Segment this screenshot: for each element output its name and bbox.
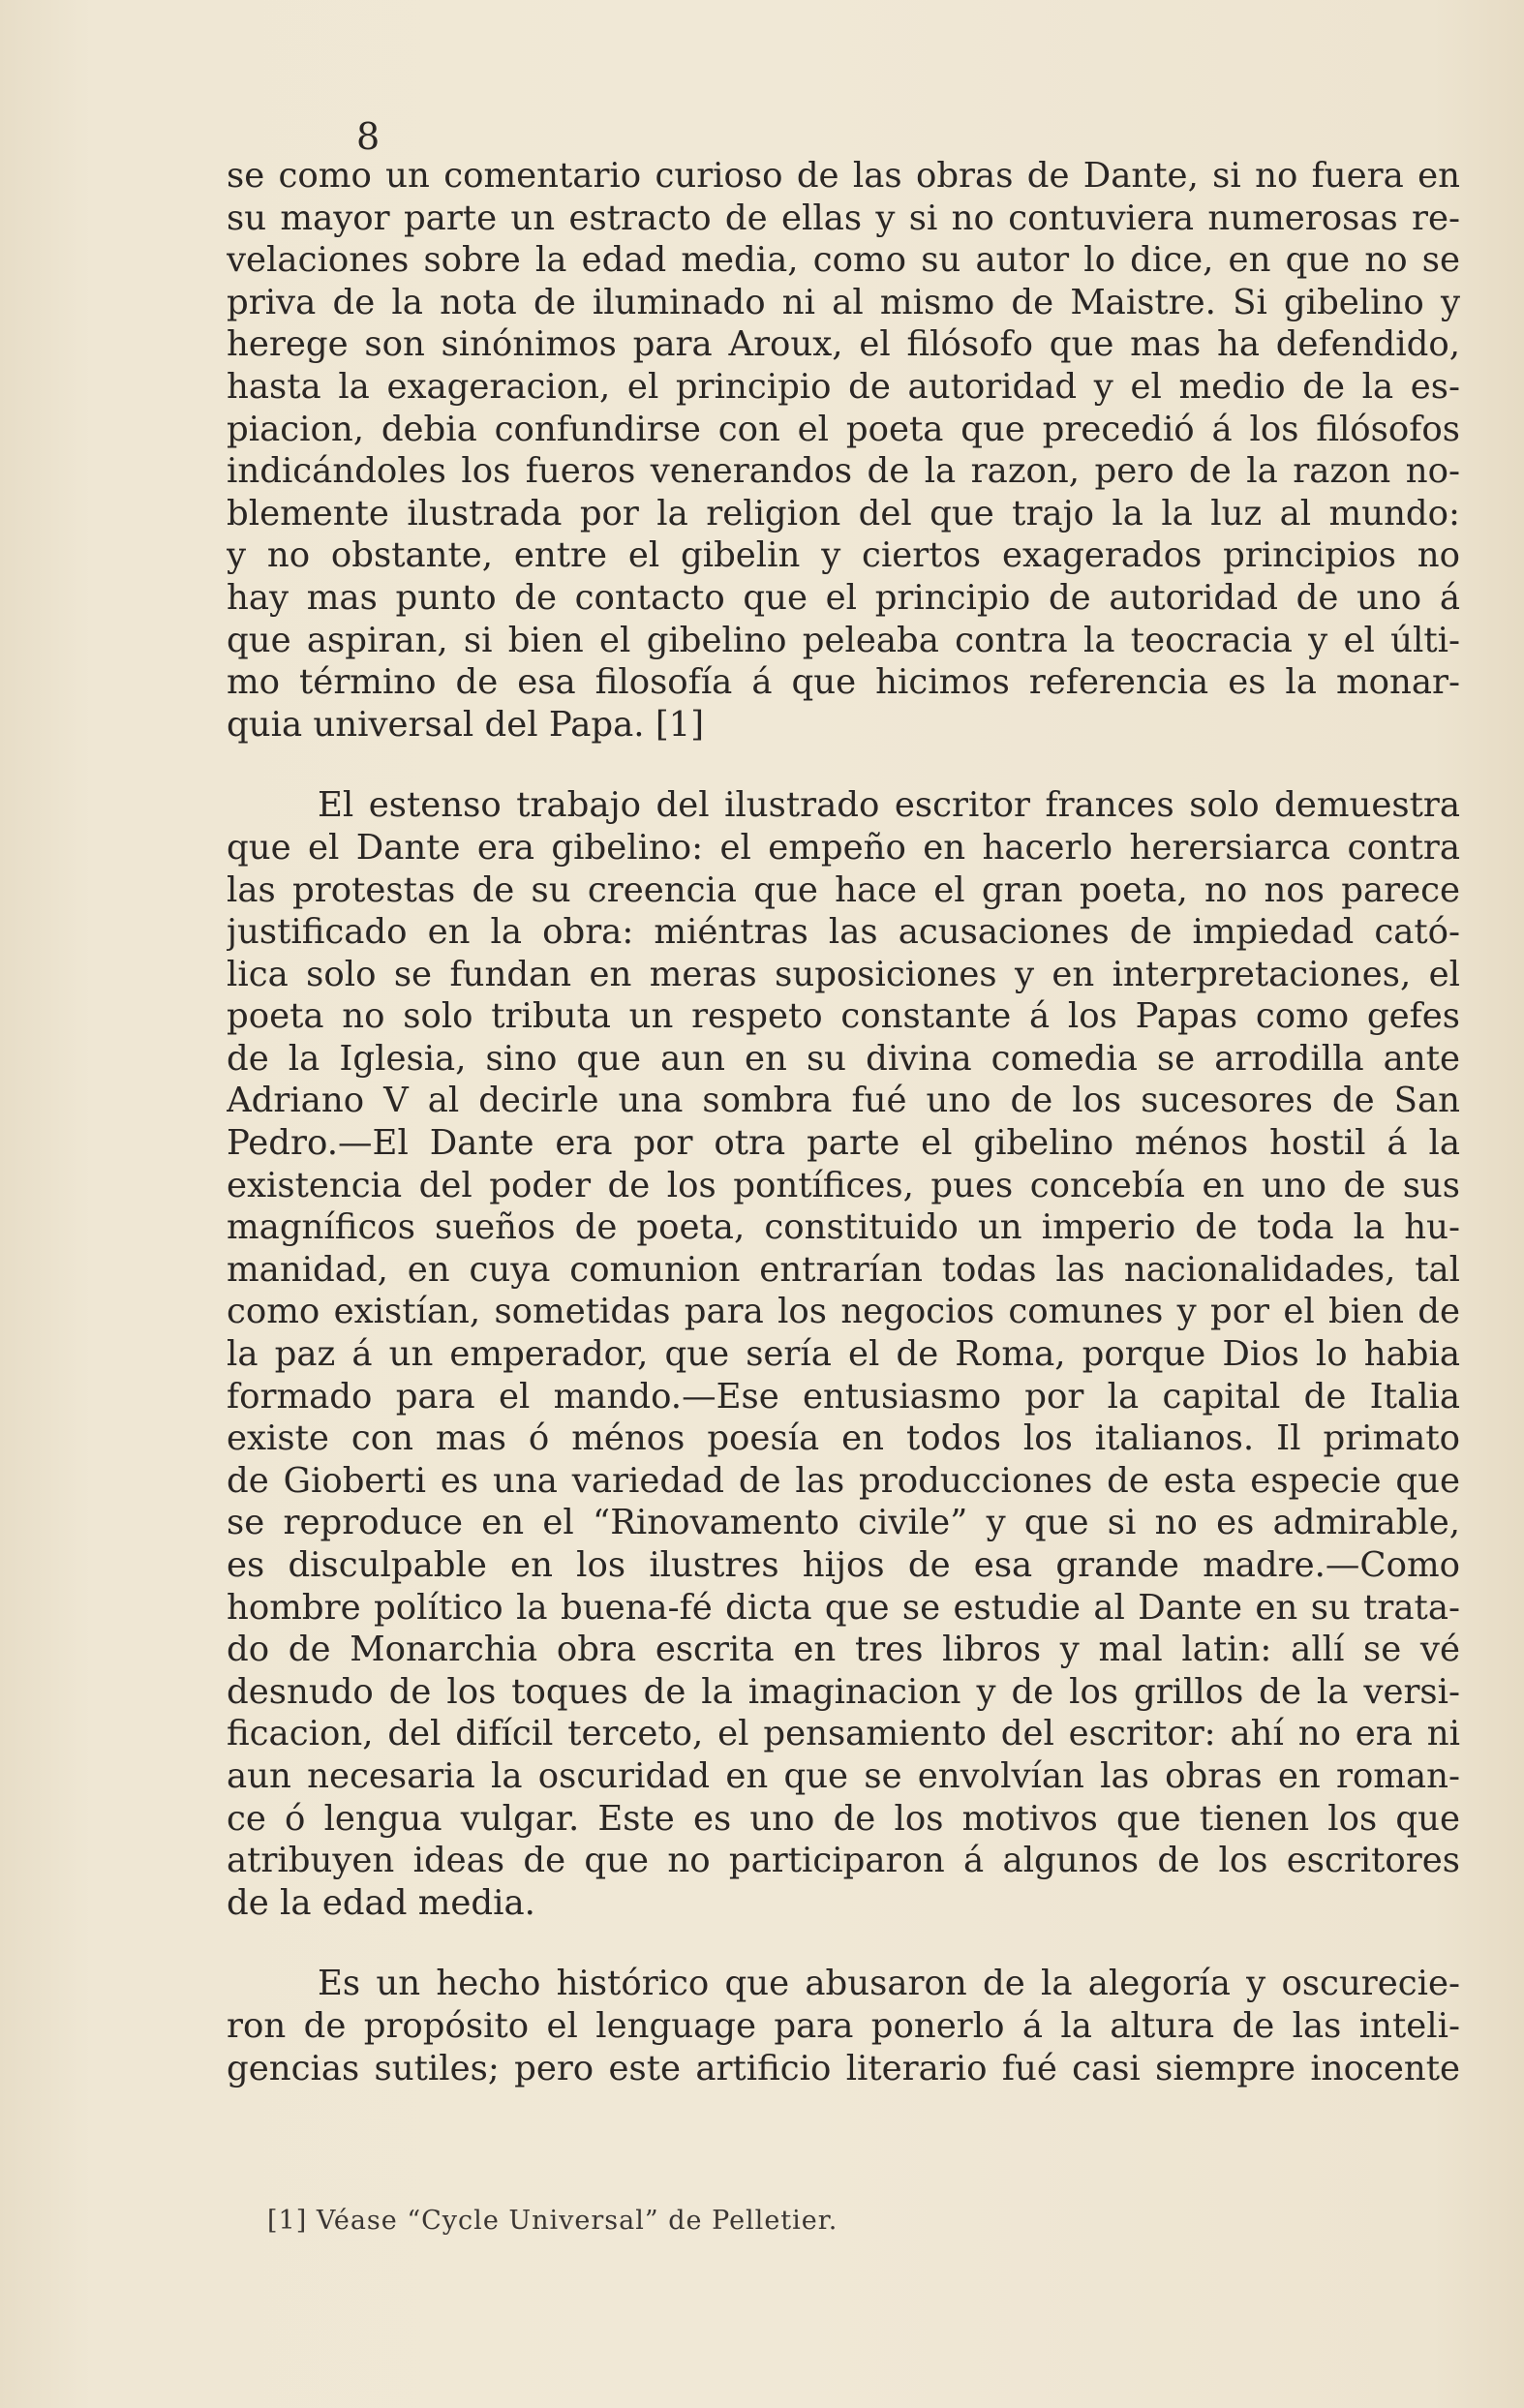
text-line: se reproduce en el “Rinovamento civile” y que si no es admirable, bbox=[227, 1503, 1460, 1543]
text-line: hombre político la buena-fé dicta que se estudie al Dante en su trata- bbox=[227, 1587, 1460, 1628]
text-line: ce ó lengua vulgar. Este es uno de los motivos que tienen los que bbox=[227, 1798, 1460, 1839]
body-text bbox=[227, 155, 1460, 2089]
text-line: mo término de esa filosofía á que hicimos referencia es la monar- bbox=[227, 662, 1460, 703]
text-line: aun necesaria la oscuridad en que se envolvían las obras en roman- bbox=[227, 1755, 1460, 1796]
text-line: gencias sutiles; pero este artificio literario fué casi siempre inocente bbox=[227, 2048, 1460, 2088]
text-line: la paz á un emperador, que sería el de Roma, porque Dios lo habia bbox=[227, 1334, 1460, 1375]
text-line: justificado en la obra: miéntras las acusaciones de impiedad cató- bbox=[227, 912, 1460, 953]
text-line: do de Monarchia obra escrita en tres libros y mal latin: allí se vé bbox=[227, 1630, 1460, 1670]
text-line: quia universal del Papa. [1] bbox=[227, 704, 705, 745]
text-line: de la edad media. bbox=[227, 1882, 535, 1923]
text-line: atribuyen ideas de que no participaron á algunos de los escritores bbox=[227, 1841, 1460, 1881]
text-line: lica solo se fundan en meras suposiciones y en interpretaciones, el bbox=[227, 954, 1460, 994]
text-line: su mayor parte un estracto de ellas y si no contuviera numerosas re- bbox=[227, 198, 1460, 238]
paragraph-gap bbox=[227, 746, 1460, 784]
text-line: formado para el mando.—Ese entusiasmo por la capital de Italia bbox=[227, 1376, 1460, 1417]
text-line: hasta la exageracion, el principio de autoridad y el medio de la es- bbox=[227, 366, 1460, 407]
text-line: herege son sinónimos para Aroux, el filósofo que mas ha defendido, bbox=[227, 324, 1460, 365]
text-line: poeta no solo tributa un respeto constante á los Papas como gefes bbox=[227, 996, 1460, 1037]
text-line: las protestas de su creencia que hace el gran poeta, no nos parece bbox=[227, 869, 1460, 910]
text-line: que el Dante era gibelino: el empeño en hacerlo herersiarca contra bbox=[227, 827, 1460, 868]
text-line: magníficos sueños de poeta, constituido un imperio de toda la hu- bbox=[227, 1207, 1460, 1248]
text-line: priva de la nota de iluminado ni al mismo de Maistre. Si gibelino y bbox=[227, 282, 1460, 322]
paragraph-1 bbox=[227, 155, 1460, 746]
text-line: es disculpable en los ilustres hijos de esa grande madre.—Como bbox=[227, 1545, 1460, 1585]
text-line: existencia del poder de los pontífices, pues concebía en uno de sus bbox=[227, 1165, 1460, 1205]
text-line: hay mas punto de contacto que el principio de autoridad de uno á bbox=[227, 577, 1460, 618]
text-line: piacion, debia confundirse con el poeta que precedió á los filósofos bbox=[227, 409, 1460, 449]
text-line: manidad, en cuya comunion entrarían todas las nacionalidades, tal bbox=[227, 1249, 1460, 1290]
text-line: que aspiran, si bien el gibelino peleaba contra la teocracia y el últi- bbox=[227, 620, 1460, 660]
footnote: [1] Véase “Cycle Universal” de Pelletier. bbox=[267, 2206, 838, 2236]
text-line: de la Iglesia, sino que aun en su divina comedia se arrodilla ante bbox=[227, 1038, 1460, 1079]
text-line: existe con mas ó ménos poesía en todos los italianos. Il primato bbox=[227, 1418, 1460, 1459]
text-line: se como un comentario curioso de las obras de Dante, si no fuera en bbox=[227, 156, 1460, 196]
text-line: indicándoles los fueros venerandos de la razon, pero de la razon no- bbox=[227, 451, 1460, 492]
text-line: velaciones sobre la edad media, como su autor lo dice, en que no se bbox=[227, 240, 1460, 281]
text-line: de Gioberti es una variedad de las producciones de esta especie que bbox=[227, 1460, 1460, 1501]
paragraph-gap bbox=[227, 1924, 1460, 1963]
paragraph-2 bbox=[227, 784, 1460, 1924]
text-line: ficacion, del difícil terceto, el pensamiento del escritor: ahí no era ni bbox=[227, 1714, 1460, 1754]
text-line: Adriano V al decirle una sombra fué uno de los sucesores de San bbox=[227, 1081, 1460, 1121]
text-line: El estenso trabajo del ilustrado escritor frances solo demuestra bbox=[318, 785, 1460, 826]
page-number: 8 bbox=[356, 115, 381, 158]
text-line: como existían, sometidas para los negocios comunes y por el bien de bbox=[227, 1292, 1460, 1332]
text-line: desnudo de los toques de la imaginacion y de los grillos de la versi- bbox=[227, 1671, 1460, 1712]
text-line: blemente ilustrada por la religion del que trajo la la luz al mundo: bbox=[227, 493, 1460, 533]
text-line: Es un hecho histórico que abusaron de la alegoría y oscurecie- bbox=[318, 1964, 1460, 2004]
text-line: y no obstante, entre el gibelin y ciertos exagerados principios no bbox=[227, 535, 1460, 576]
text-line: ron de propósito el lenguage para ponerlo á la altura de las inteli- bbox=[227, 2005, 1460, 2046]
text-line: Pedro.—El Dante era por otra parte el gibelino ménos hostil á la bbox=[227, 1123, 1460, 1164]
paragraph-3 bbox=[227, 1963, 1460, 2089]
